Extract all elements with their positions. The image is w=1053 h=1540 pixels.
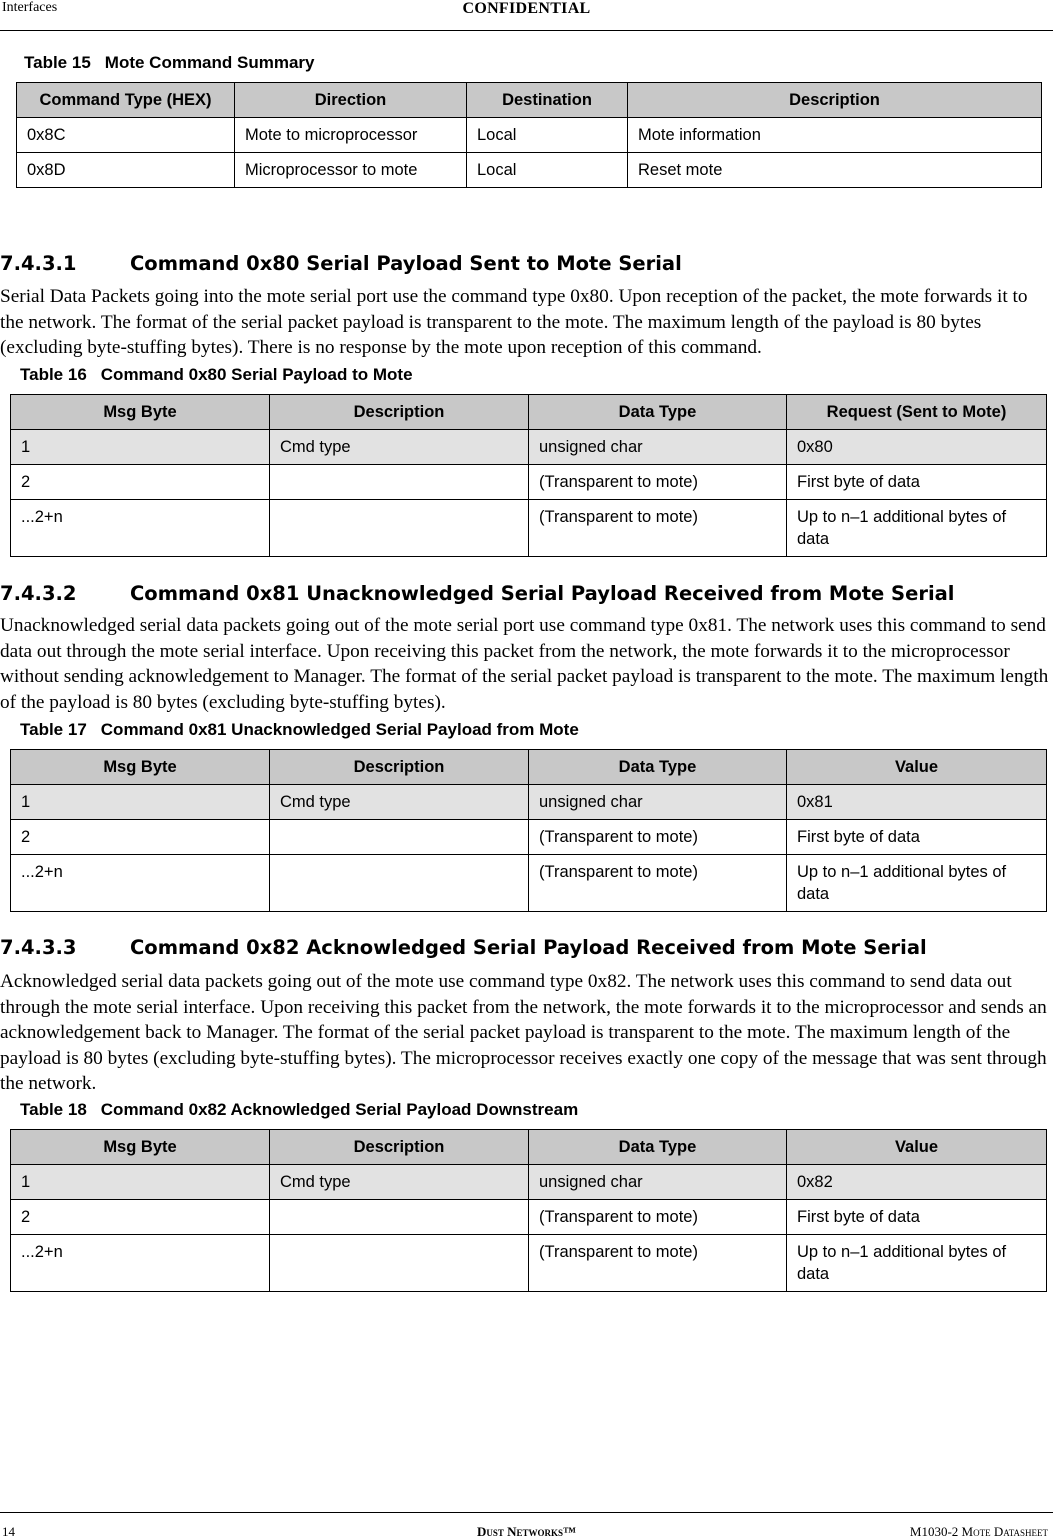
caption-title: Command 0x80 Serial Payload to Mote xyxy=(100,365,413,384)
table-cell: ...2+n xyxy=(11,500,270,557)
section-paragraph: Serial Data Packets going into the mote serial port use the command type 0x80. Upon reception of the packet, the mote forwards it to the network. The format of the serial packet payload is transparent to the mote. The maximum length of the payload is 80 bytes (excluding byte-stuffing bytes). There is no response by the mote upon reception of this command. xyxy=(0,286,1028,358)
table-cell: (Transparent to mote) xyxy=(529,500,787,557)
table-18-caption xyxy=(20,1100,578,1120)
table-cell xyxy=(270,1200,529,1235)
table-cell: 0x80 xyxy=(787,430,1047,465)
table-cell: ...2+n xyxy=(11,855,270,912)
table-cell: 2 xyxy=(11,1200,270,1235)
table-cell: 1 xyxy=(11,785,270,820)
table-17-caption xyxy=(20,720,579,740)
running-header-classification: CONFIDENTIAL xyxy=(462,0,591,17)
table-cell xyxy=(270,1235,529,1292)
column-header: Description xyxy=(270,1130,529,1165)
table-cell xyxy=(270,465,529,500)
table-cell: unsigned char xyxy=(529,785,787,820)
table-cell: (Transparent to mote) xyxy=(529,465,787,500)
table-cell: 2 xyxy=(11,465,270,500)
column-header: Data Type xyxy=(529,1130,787,1165)
table-cell: (Transparent to mote) xyxy=(529,1235,787,1292)
column-header: Msg Byte xyxy=(11,1130,270,1165)
caption-number: Table 18 xyxy=(20,1100,87,1119)
table-row xyxy=(17,118,1042,153)
column-header: Description xyxy=(270,395,529,430)
table-cell: 0x8D xyxy=(17,153,235,188)
table-cell: Mote to microprocessor xyxy=(235,118,467,153)
footer-document-title: M1030-2 Mote Datasheet xyxy=(909,1524,1048,1539)
section-heading-7-4-3-3 xyxy=(0,936,927,959)
column-header: Description xyxy=(270,750,529,785)
table-cell: unsigned char xyxy=(529,1165,787,1200)
section-number: 7.4.3.2 xyxy=(0,582,77,605)
section-title: Command 0x80 Serial Payload Sent to Mote Serial xyxy=(130,252,682,275)
table-cell: 1 xyxy=(11,430,270,465)
table-15-caption xyxy=(24,53,314,73)
table-cell xyxy=(270,820,529,855)
section-paragraph: Acknowledged serial data packets going out of the mote use command type 0x82. The network uses this command to send data out through the mote serial interface. Upon receiving this packet from the network, the mote forwards it to the microprocessor and sends an acknowledgement back to Manager. The format of the serial packet payload is transparent to the mote. The maximum length of the payload is 80 bytes (excluding byte-stuffing bytes). The microprocessor receives exactly one copy of the message that was sent through the network. xyxy=(0,971,1047,1094)
table-row xyxy=(11,1235,1047,1292)
section-heading-7-4-3-2 xyxy=(0,582,954,605)
table-cell: First byte of data xyxy=(787,1200,1047,1235)
caption-number: Table 17 xyxy=(20,720,87,739)
caption-number: Table 16 xyxy=(20,365,87,384)
table-cell: 0x82 xyxy=(787,1165,1047,1200)
table-cell: First byte of data xyxy=(787,465,1047,500)
table-row xyxy=(17,153,1042,188)
column-header: Direction xyxy=(235,83,467,118)
table-15 xyxy=(16,82,1042,188)
table-row xyxy=(11,1200,1047,1235)
table-18 xyxy=(10,1129,1047,1292)
section-heading-7-4-3-1 xyxy=(0,252,682,275)
table-cell xyxy=(270,500,529,557)
column-header: Description xyxy=(628,83,1042,118)
table-cell: Mote information xyxy=(628,118,1042,153)
column-header: Destination xyxy=(467,83,628,118)
table-cell: Up to n–1 additional bytes of data xyxy=(787,1235,1047,1292)
table-cell: 2 xyxy=(11,820,270,855)
table-cell: ...2+n xyxy=(11,1235,270,1292)
table-header-row xyxy=(11,395,1047,430)
section-title: Command 0x82 Acknowledged Serial Payload Received from Mote Serial xyxy=(130,936,927,959)
table-cell: (Transparent to mote) xyxy=(529,855,787,912)
column-header: Msg Byte xyxy=(11,750,270,785)
column-header: Request (Sent to Mote) xyxy=(787,395,1047,430)
column-header: Msg Byte xyxy=(11,395,270,430)
caption-title: Mote Command Summary xyxy=(104,53,315,72)
table-cell: Reset mote xyxy=(628,153,1042,188)
table-cell: Cmd type xyxy=(270,1165,529,1200)
header-rule xyxy=(0,30,1053,31)
footer-rule xyxy=(0,1512,1053,1513)
caption-number: Table 15 xyxy=(24,53,91,72)
caption-title: Command 0x81 Unacknowledged Serial Payload from Mote xyxy=(100,720,579,739)
table-row xyxy=(11,855,1047,912)
section-number: 7.4.3.3 xyxy=(0,936,77,959)
table-row xyxy=(11,1165,1047,1200)
table-cell xyxy=(270,855,529,912)
section-title: Command 0x81 Unacknowledged Serial Payload Received from Mote Serial xyxy=(130,582,955,605)
section-number: 7.4.3.1 xyxy=(0,252,77,275)
table-cell: 0x8C xyxy=(17,118,235,153)
page-number: 14 xyxy=(2,1524,15,1539)
table-row xyxy=(11,785,1047,820)
table-cell: Up to n–1 additional bytes of data xyxy=(787,500,1047,557)
table-row xyxy=(11,820,1047,855)
table-cell: Local xyxy=(467,118,628,153)
table-16 xyxy=(10,394,1047,557)
table-cell: Up to n–1 additional bytes of data xyxy=(787,855,1047,912)
table-header-row xyxy=(11,1130,1047,1165)
footer-company: Dust Networks™ xyxy=(476,1524,577,1539)
running-header-section: Interfaces xyxy=(2,0,58,15)
table-row xyxy=(11,430,1047,465)
table-cell: unsigned char xyxy=(529,430,787,465)
table-cell: (Transparent to mote) xyxy=(529,820,787,855)
caption-title: Command 0x82 Acknowledged Serial Payload Downstream xyxy=(100,1100,579,1119)
table-row xyxy=(11,500,1047,557)
table-header-row xyxy=(17,83,1042,118)
section-paragraph: Unacknowledged serial data packets going out of the mote serial port use command type 0x81. The network uses this command to send data out through the mote serial interface. Upon receiving this packet from the network, the mote forwards it to the microprocessor without sending acknowledgement to Manager. The format of the serial packet payload is transparent to the mote. The maximum length of the payload is 80 bytes (excluding byte-stuffing bytes). xyxy=(0,615,1049,713)
column-header: Command Type (HEX) xyxy=(17,83,235,118)
column-header: Value xyxy=(787,1130,1047,1165)
table-16-caption xyxy=(20,365,413,385)
table-cell: 1 xyxy=(11,1165,270,1200)
column-header: Data Type xyxy=(529,750,787,785)
table-cell: 0x81 xyxy=(787,785,1047,820)
table-cell: (Transparent to mote) xyxy=(529,1200,787,1235)
table-cell: First byte of data xyxy=(787,820,1047,855)
table-cell: Cmd type xyxy=(270,430,529,465)
table-cell: Microprocessor to mote xyxy=(235,153,467,188)
table-row xyxy=(11,465,1047,500)
column-header: Value xyxy=(787,750,1047,785)
table-header-row xyxy=(11,750,1047,785)
table-17 xyxy=(10,749,1047,912)
table-cell: Local xyxy=(467,153,628,188)
column-header: Data Type xyxy=(529,395,787,430)
table-cell: Cmd type xyxy=(270,785,529,820)
